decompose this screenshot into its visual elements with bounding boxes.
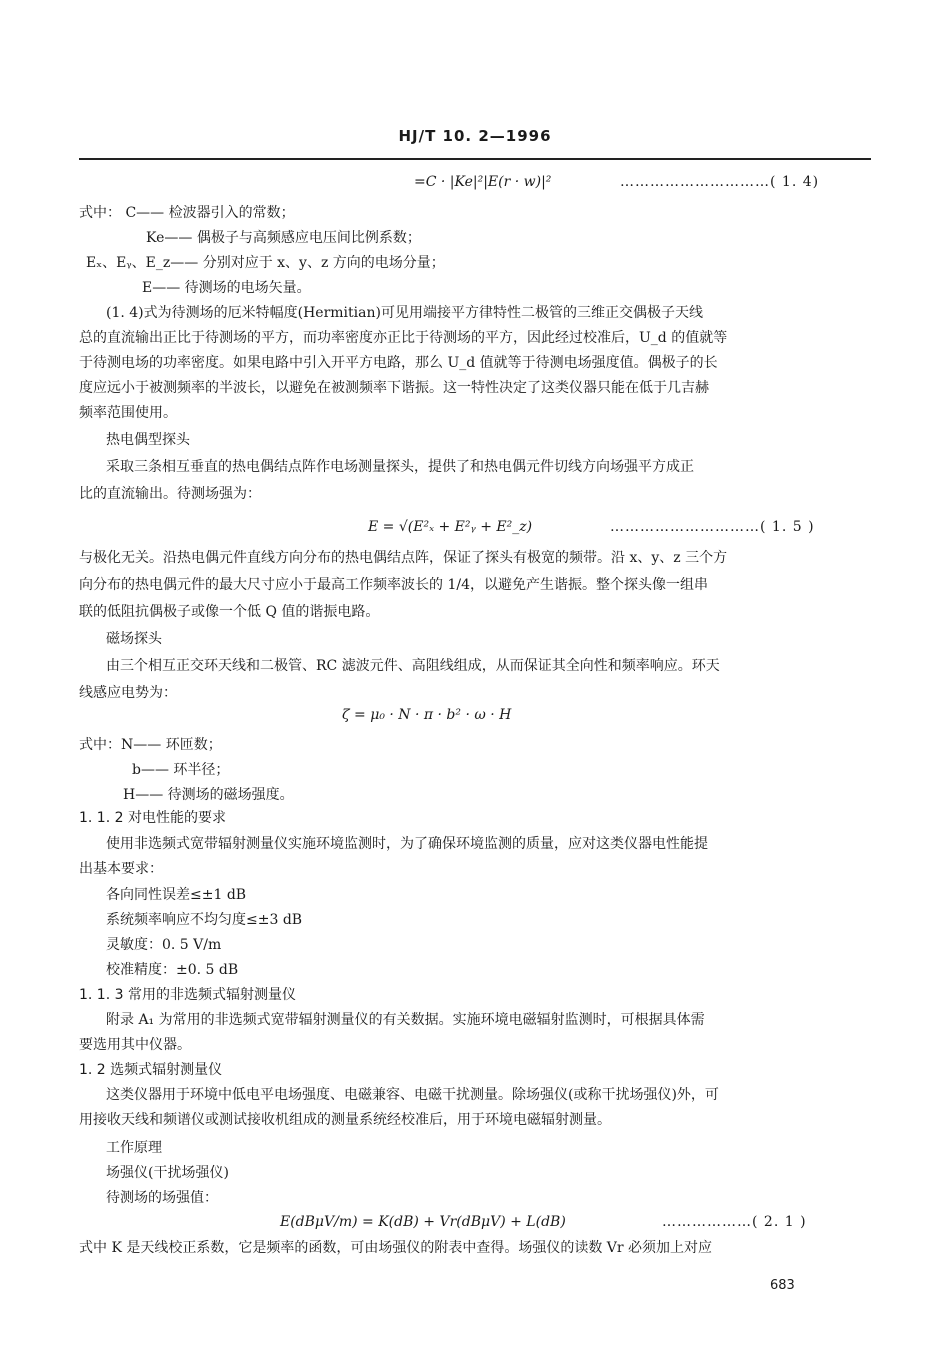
para7-line-1: 这类仪器用于环境中低电平电场强度、电磁兼容、电磁干扰测量。除场强仪(或称干扰场强仪)外，可 — [106, 1087, 719, 1103]
para4-line-1: 由三个相互正交环天线和二极管、RC 滤波元件、高阻线组成，从而保证其全向性和频率响应。环天 — [106, 658, 720, 674]
equation-zeta: ζ = μ₀ · N · π · b² · ω · H — [342, 707, 512, 723]
para5-line-1: 使用非选频式宽带辐射测量仪实施环境监测时，为了确保环境监测的质量，应对这类仪器电性能提 — [106, 836, 708, 852]
para1-line-2: 总的直流输出正比于待测场的平方，而功率密度亦正比于待测场的平方，因此经过校准后，U_d 的值就等 — [79, 330, 728, 346]
para8-line-1: 式中 K 是天线校正系数，它是频率的函数，可由场强仪的附表中查得。场强仪的读数 Vr 必须加上对应 — [79, 1240, 713, 1256]
para3-line-2: 向分布的热电偶元件的最大尺寸应小于最高工作频率波长的 1/4，以避免产生谐振。整个探头像一组串 — [79, 577, 708, 593]
magnetic-probe-title: 磁场探头 — [106, 631, 162, 647]
equation-number-1-4: …………………………( 1. 4) — [620, 174, 820, 190]
equation-1-4: =C · |Ke|²|E(r · w)|² — [414, 174, 552, 190]
def-e-vector: E—— 待测场的电场矢量。 — [142, 280, 311, 296]
thermocouple-probe-title: 热电偶型探头 — [106, 432, 190, 448]
para1-line-3: 于待测电场的功率密度。如果电路中引入开平方电路，那么 U_d 值就等于待测电场强度值。偶极子的长 — [79, 355, 718, 371]
equation-2-1: E(dBμV/m) = K(dB) + Vr(dBμV) + L(dB) — [280, 1214, 566, 1230]
equation-1-5: E = √(E²ₓ + E²ᵧ + E²_z) — [368, 519, 533, 535]
req-isotropy: 各向同性误差≤±1 dB — [106, 887, 247, 903]
para1-line-4: 度应远小于被测频率的半波长，以避免在被测频率下谐振。这一特性决定了这类仪器只能在低于几吉赫 — [79, 380, 709, 396]
para2-line-2: 比的直流输出。待测场强为： — [79, 486, 261, 502]
section-1-1-3-heading: 1. 1. 3 常用的非选频式辐射测量仪 — [79, 987, 296, 1003]
header-rule — [79, 158, 871, 160]
req-sensitivity: 灵敏度：0. 5 V/m — [106, 937, 222, 953]
para6-line-1: 附录 A₁ 为常用的非选频式宽带辐射测量仪的有关数据。实施环境电磁辐射监测时，可根据具体需 — [106, 1012, 705, 1028]
para3-line-3: 联的低阻抗偶极子或像一个低 Q 值的谐振电路。 — [79, 604, 380, 620]
req-frequency-response: 系统频率响应不均匀度≤±3 dB — [106, 912, 303, 928]
para7-line-2: 用接收天线和频谱仪或测试接收机组成的测量系统经校准后，用于环境电磁辐射测量。 — [79, 1112, 611, 1128]
para1-line-1: (1. 4)式为待测场的厄米特幅度(Hermitian)可见用端接平方律特性二极管的三维正交偶极子天线 — [106, 305, 703, 321]
def-exyz: Eₓ、Eᵧ、E_z—— 分别对应于 x、y、z 方向的电场分量； — [86, 255, 445, 271]
section-1-2-heading: 1. 2 选频式辐射测量仪 — [79, 1062, 223, 1078]
def-b: b—— 环半径； — [132, 762, 230, 778]
para5-line-2: 出基本要求： — [79, 861, 163, 877]
para1-line-5: 频率范围使用。 — [79, 405, 177, 421]
section-1-1-2-heading: 1. 1. 2 对电性能的要求 — [79, 810, 226, 826]
page-header: HJ/T 10. 2—1996 — [398, 127, 552, 145]
page-number: 683 — [770, 1278, 795, 1293]
para3-line-1: 与极化无关。沿热电偶元件直线方向分布的热电偶结点阵，保证了探头有极宽的频带。沿 x、y、z 三个方 — [79, 550, 728, 566]
def-ke: Ke—— 偶极子与高频感应电压间比例系数； — [146, 230, 421, 246]
equation-number-1-5: …………………………( 1. 5 ) — [610, 519, 815, 535]
para4-line-2: 线感应电势为： — [79, 685, 177, 701]
para6-line-2: 要选用其中仪器。 — [79, 1037, 191, 1053]
def-c: 式中： C—— 检波器引入的常数； — [79, 205, 295, 221]
equation-number-2-1: ………………( 2. 1 ) — [662, 1214, 807, 1230]
req-calibration: 校准精度：±0. 5 dB — [106, 962, 239, 978]
def-n: 式中：N—— 环匝数； — [79, 737, 222, 753]
field-strength-label: 待测场的场强值： — [106, 1190, 218, 1206]
def-h: H—— 待测场的磁场强度。 — [123, 787, 294, 803]
field-meter-title: 场强仪(干扰场强仪) — [106, 1165, 229, 1181]
work-principle-title: 工作原理 — [106, 1140, 162, 1156]
para2-line-1: 采取三条相互垂直的热电偶结点阵作电场测量探头，提供了和热电偶元件切线方向场强平方成正 — [106, 459, 694, 475]
